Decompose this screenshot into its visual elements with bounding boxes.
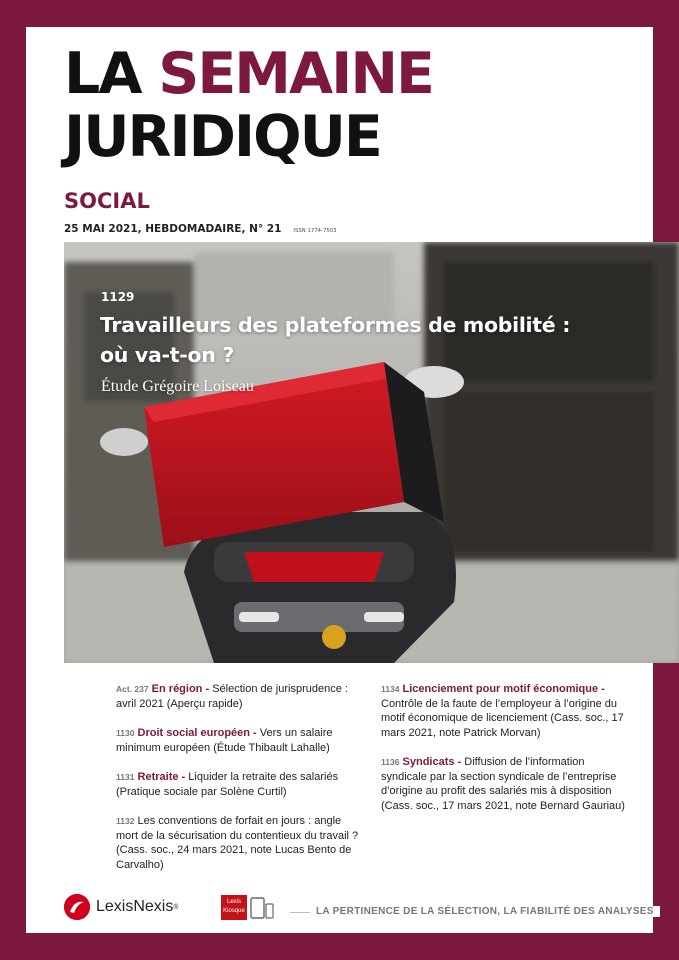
cover-article-author: Étude Grégoire Loiseau (101, 378, 254, 395)
summary-item: 1130 Droit social européen - Vers un salaire minimum européen (Étude Thibault Lahalle) (116, 727, 333, 754)
lexis-kiosque-icon (221, 895, 247, 920)
summary-right-column (381, 682, 626, 828)
item-text: Diffusion de l’information syndicale par la section syndicale de l’entreprise d’origine au profit des salariés mis à disposition (Cass. soc., 17 mars 2021, note Bernard Gauriau) (381, 756, 625, 812)
cover-article-title (100, 310, 640, 370)
kiosque-label-1: Lexis (226, 899, 241, 905)
summary-left-column (116, 682, 364, 887)
item-number: 1134 (381, 684, 400, 694)
item-number: 1136 (381, 757, 400, 767)
masthead-juridique: JURIDIQUE (64, 104, 381, 170)
item-heading: Retraite (137, 771, 179, 783)
cover-title-line-1: Travailleurs des plateformes de mobilité : (100, 313, 571, 337)
masthead-semaine: SEMAINE (158, 41, 433, 107)
summary-item (116, 814, 364, 872)
summary-item: 1136 Syndicats - Diffusion de l’information syndicale par la section syndicale de l’entreprise d’origine au profit des salariés mis à disposition (Cass. soc., 17 mars 2021, note Bernard Gauriau) (381, 756, 625, 812)
item-text: Sélection de jurisprudence : avril 2021 (Aperçu rapide) (116, 683, 348, 710)
item-heading: Droit social européen (137, 727, 250, 739)
item-text: Vers un salaire minimum européen (Étude Thibault Lahalle) (116, 727, 333, 754)
cover-title-line-2: où va-t-on ? (100, 343, 234, 367)
item-number: 1131 (116, 772, 135, 782)
cover-photo (64, 242, 679, 663)
lexisnexis-logo (64, 894, 179, 920)
item-heading: Syndicats (402, 756, 455, 768)
issue-date: 25 MAI 2021, HEBDOMADAIRE, N° 21 (64, 223, 282, 235)
kiosque-label-2: Kiosque (223, 908, 245, 914)
item-heading: Licenciement pour motif économique (402, 683, 599, 695)
summary-item: Act. 237 En région - Sélection de jurisprudence : avril 2021 (Aperçu rapide) (116, 683, 348, 710)
item-number: 1130 (116, 728, 135, 738)
item-text: Les conventions de forfait en jours : angle mort de la sécurisation du contentieux du travail ? (Cass. soc., 24 mars 2021, note Lucas Bento de Carvalho) (116, 815, 359, 871)
item-number: 1132 (116, 816, 135, 826)
lexisnexis-logo-icon (64, 894, 90, 920)
item-number: Act. 237 (116, 684, 149, 694)
publisher-name: LexisNexis (96, 898, 174, 915)
cover-article-number: 1129 (101, 290, 135, 304)
summary-item: 1134 Licenciement pour motif économique - Contrôle de la faute de l’employeur à l’origine du motif économique de licenciement (Cass. soc., 17 mars 2021, note Patrick Morvan) (381, 683, 624, 739)
footer-tagline: LA PERTINENCE DE LA SÉLECTION, LA FIABILITÉ DES ANALYSES (310, 906, 660, 917)
issn: ISSN 1774-7503 (293, 228, 337, 234)
dateline (64, 223, 337, 235)
masthead-la: LA (64, 41, 141, 107)
masthead (64, 43, 433, 169)
registered-mark: ® (173, 903, 179, 911)
scooter-photo-illustration (64, 242, 679, 663)
devices-icon (250, 896, 274, 925)
section-label: SOCIAL (64, 189, 150, 213)
summary-item: 1131 Retraite - Liquider la retraite des salariés (Pratique sociale par Solène Curtil) (116, 771, 339, 798)
item-text: Contrôle de la faute de l’employeur à l’origine du motif économique de licenciement (Cass. soc., 17 mars 2021, note Patrick Morvan) (381, 697, 624, 739)
item-text: Liquider la retraite des salariés (Pratique sociale par Solène Curtil) (116, 771, 339, 798)
item-heading: En région (151, 683, 203, 695)
